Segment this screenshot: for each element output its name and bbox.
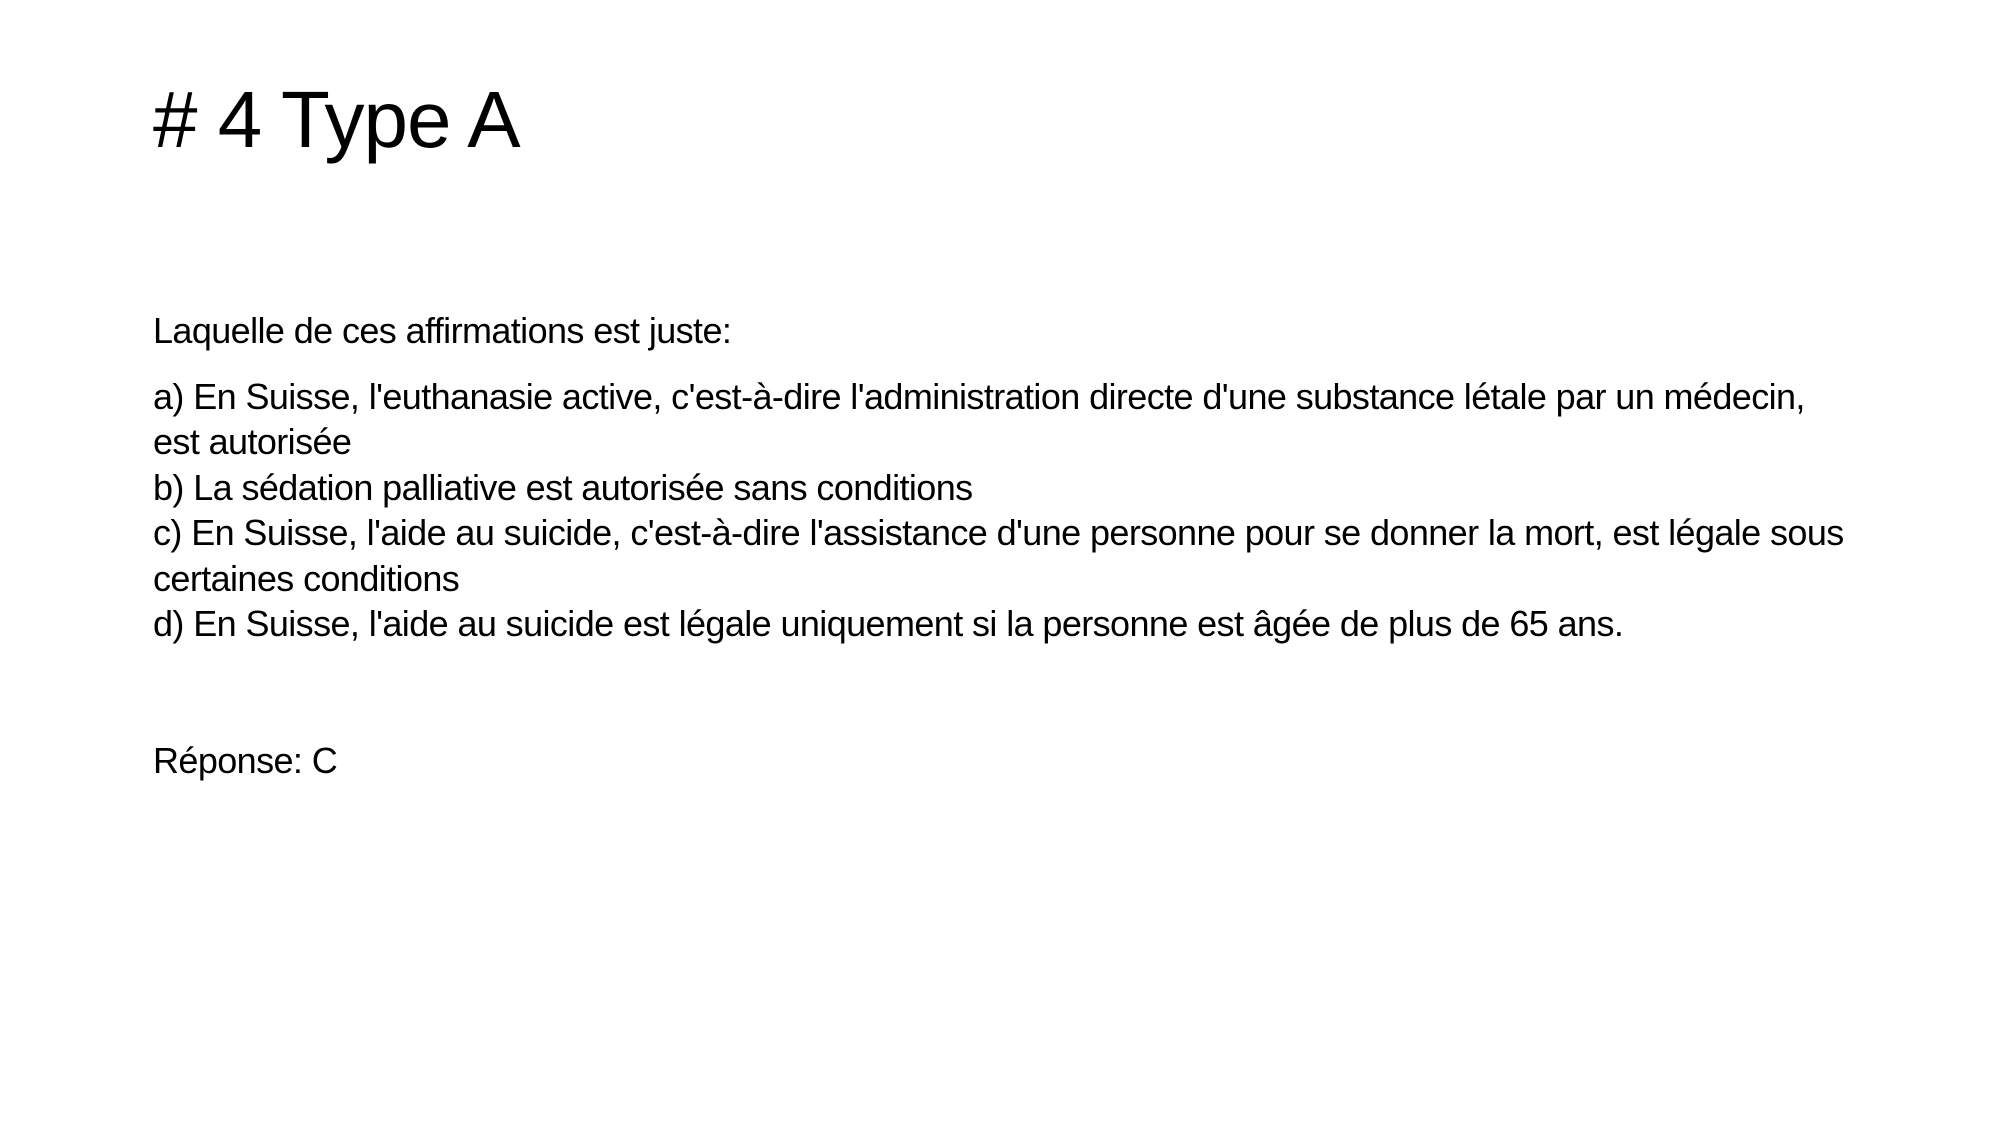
slide-title: # 4 Type A: [153, 75, 520, 164]
option-c: c) En Suisse, l'aide au suicide, c'est-à-dire l'assistance d'une personne pour se donner la mort, est légale sous certaines conditions: [153, 512, 1844, 599]
option-b: b) La sédation palliative est autorisée sans conditions: [153, 466, 973, 508]
option-a: a) En Suisse, l'euthanasie active, c'est-à-dire l'administration directe d'une substance létale par un médecin, est autorisée: [153, 375, 1805, 462]
question-text: Laquelle de ces affirmations est juste:: [153, 310, 732, 351]
slide-body: [153, 308, 1853, 783]
answer-options-list: [153, 374, 1853, 647]
answer-text: Réponse: C: [153, 739, 338, 781]
option-d: d) En Suisse, l'aide au suicide est légale uniquement si la personne est âgée de plus de 65 ans.: [153, 603, 1624, 644]
